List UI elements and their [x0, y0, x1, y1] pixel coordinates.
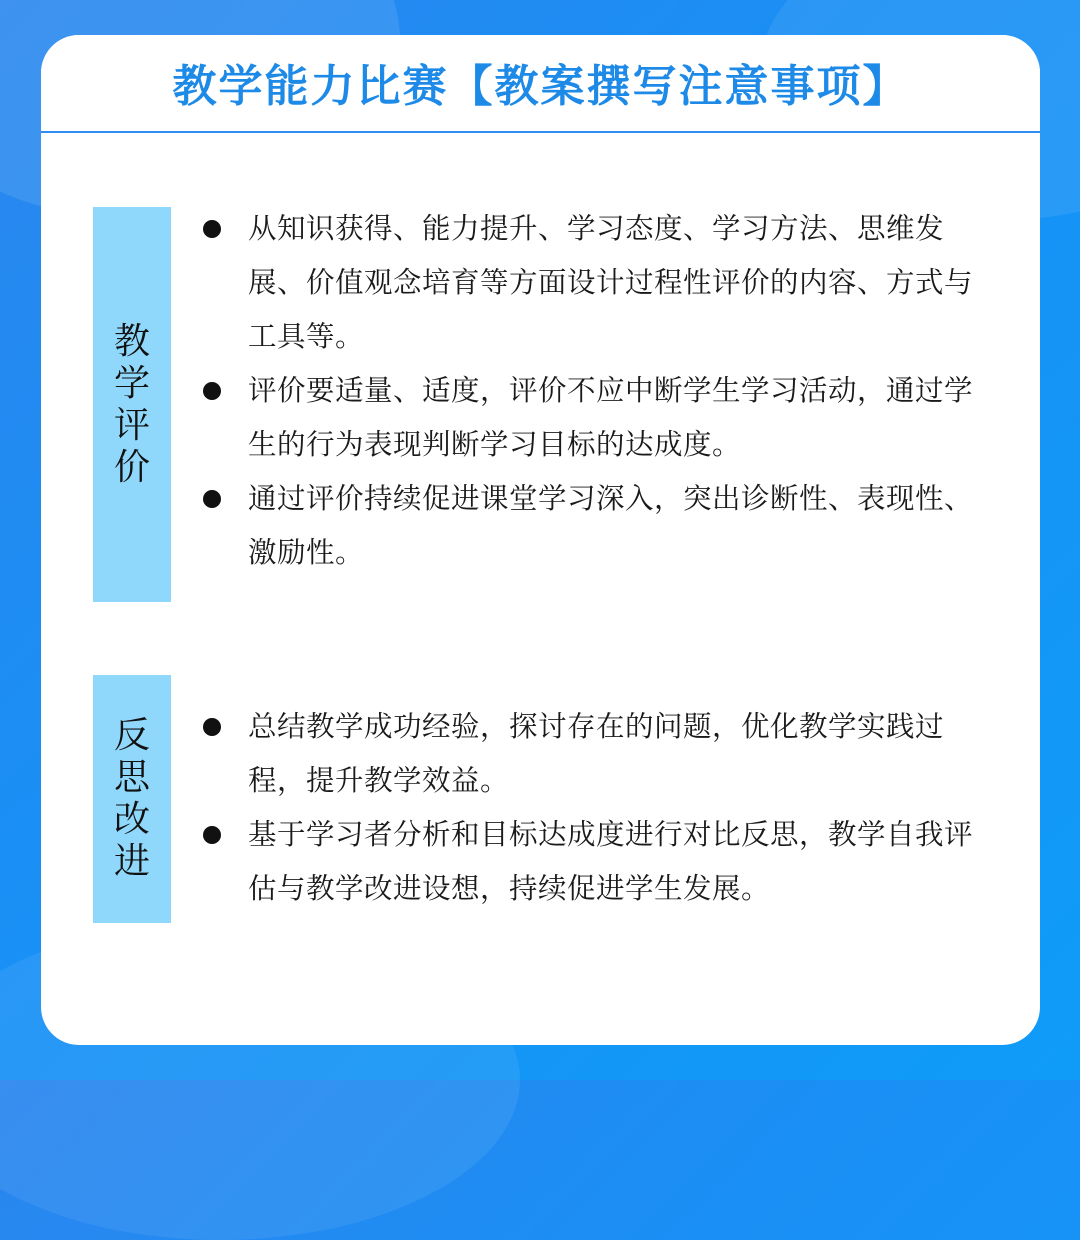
- section-label: 反思改进: [113, 715, 150, 882]
- bullet-list: [201, 700, 1001, 916]
- list-item: [201, 364, 1001, 472]
- section-label: 教学评价: [113, 320, 150, 488]
- list-item: [201, 700, 1001, 808]
- list-item: [201, 472, 1001, 580]
- header-bar: [41, 35, 1040, 133]
- bullet-text: 评价要适量、适度，评价不应中断学生学习活动，通过学生的行为表现判断学习目标的达成度。: [248, 374, 974, 461]
- page-title: 教学能力比赛【教案撰写注意事项】: [172, 61, 909, 112]
- bullet-text: 从知识获得、能力提升、学习态度、学习方法、思维发展、价值观念培育等方面设计过程性评价的内容、方式与工具等。: [248, 212, 974, 353]
- bullet-dot-icon: [203, 382, 221, 400]
- bullet-dot-icon: [203, 718, 221, 736]
- section-label-box: [93, 207, 171, 602]
- bullet-text: 总结教学成功经验，探讨存在的问题，优化教学实践过程，提升教学效益。: [248, 710, 945, 797]
- bullet-dot-icon: [203, 490, 221, 508]
- content-card: [41, 35, 1040, 1045]
- bullet-dot-icon: [203, 826, 221, 844]
- bullet-list: [201, 202, 1001, 580]
- bullet-text: 基于学习者分析和目标达成度进行对比反思，教学自我评估与教学改进设想，持续促进学生发展。: [248, 818, 974, 905]
- list-item: [201, 808, 1001, 916]
- section-label-box: [93, 675, 171, 923]
- bullet-dot-icon: [203, 220, 221, 238]
- bullet-text: 通过评价持续促进课堂学习深入，突出诊断性、表现性、激励性。: [248, 482, 974, 569]
- list-item: [201, 202, 1001, 364]
